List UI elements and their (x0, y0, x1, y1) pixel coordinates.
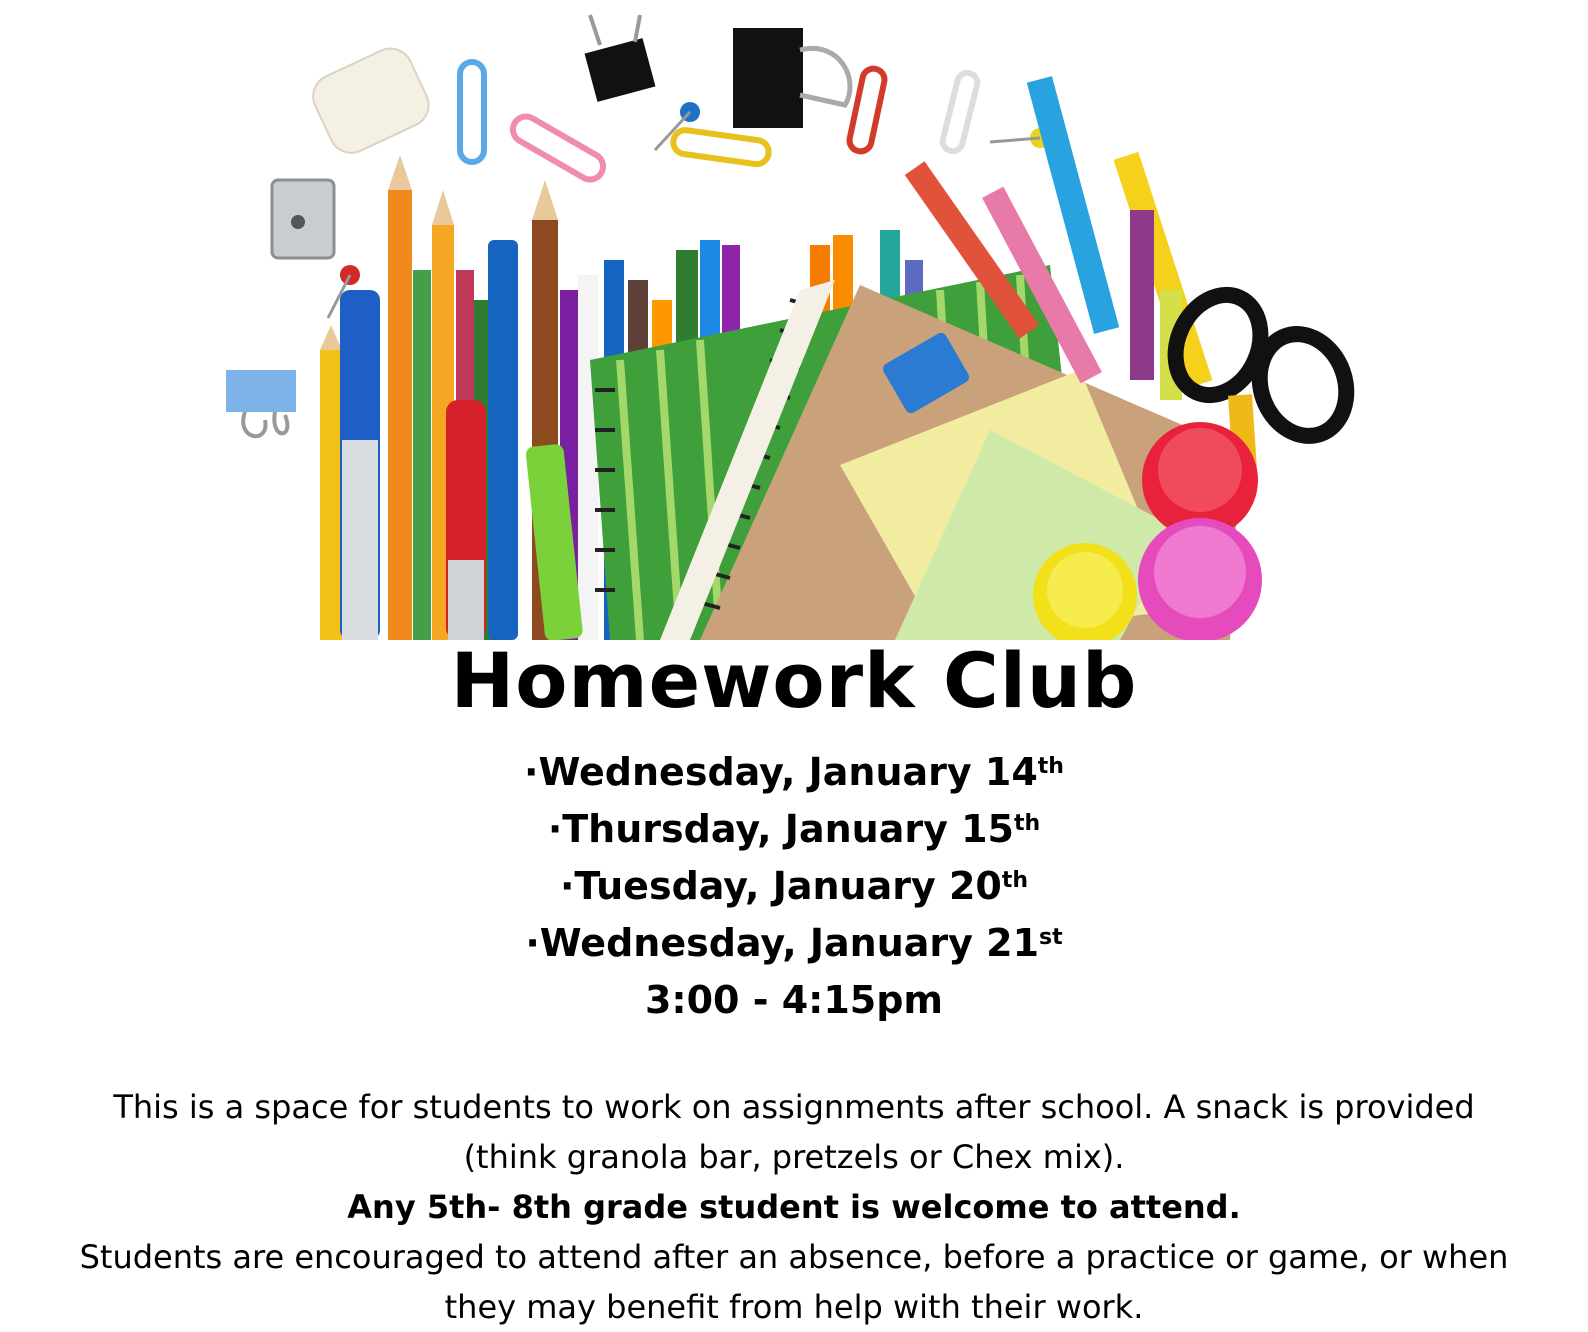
date-suffix: th (1013, 811, 1041, 836)
date-item (0, 744, 1588, 801)
date-label: ·Thursday, January 15 (547, 807, 1014, 851)
date-label: ·Wednesday, January 14 (524, 750, 1038, 794)
date-item (0, 801, 1588, 858)
date-item (0, 915, 1588, 972)
description-line: Students are encouraged to attend after an absence, before a practice or game, or when (79, 1238, 1509, 1276)
date-label: ·Tuesday, January 20 (559, 864, 1002, 908)
school-supplies-illustration (0, 0, 1588, 640)
description (0, 1082, 1588, 1332)
eligibility-statement: Any 5th- 8th grade student is welcome to attend. (347, 1188, 1241, 1226)
page-title: Homework Club (450, 636, 1138, 725)
date-item (0, 858, 1588, 915)
date-suffix: st (1039, 925, 1063, 950)
description-line: This is a space for students to work on assignments after school. A snack is provided (113, 1088, 1475, 1126)
date-suffix: th (1001, 868, 1029, 893)
date-list (0, 744, 1588, 1029)
time-range: 3:00 - 4:15pm (644, 978, 944, 1022)
date-suffix: th (1037, 754, 1064, 779)
description-line: (think granola bar, pretzels or Chex mix). (463, 1138, 1125, 1176)
paperclip-icon (460, 62, 979, 184)
eraser-icon (306, 41, 436, 160)
sharpener-icon (272, 180, 334, 258)
description-line: they may benefit from help with their work. (444, 1288, 1144, 1326)
date-label: ·Wednesday, January 21 (525, 921, 1040, 965)
